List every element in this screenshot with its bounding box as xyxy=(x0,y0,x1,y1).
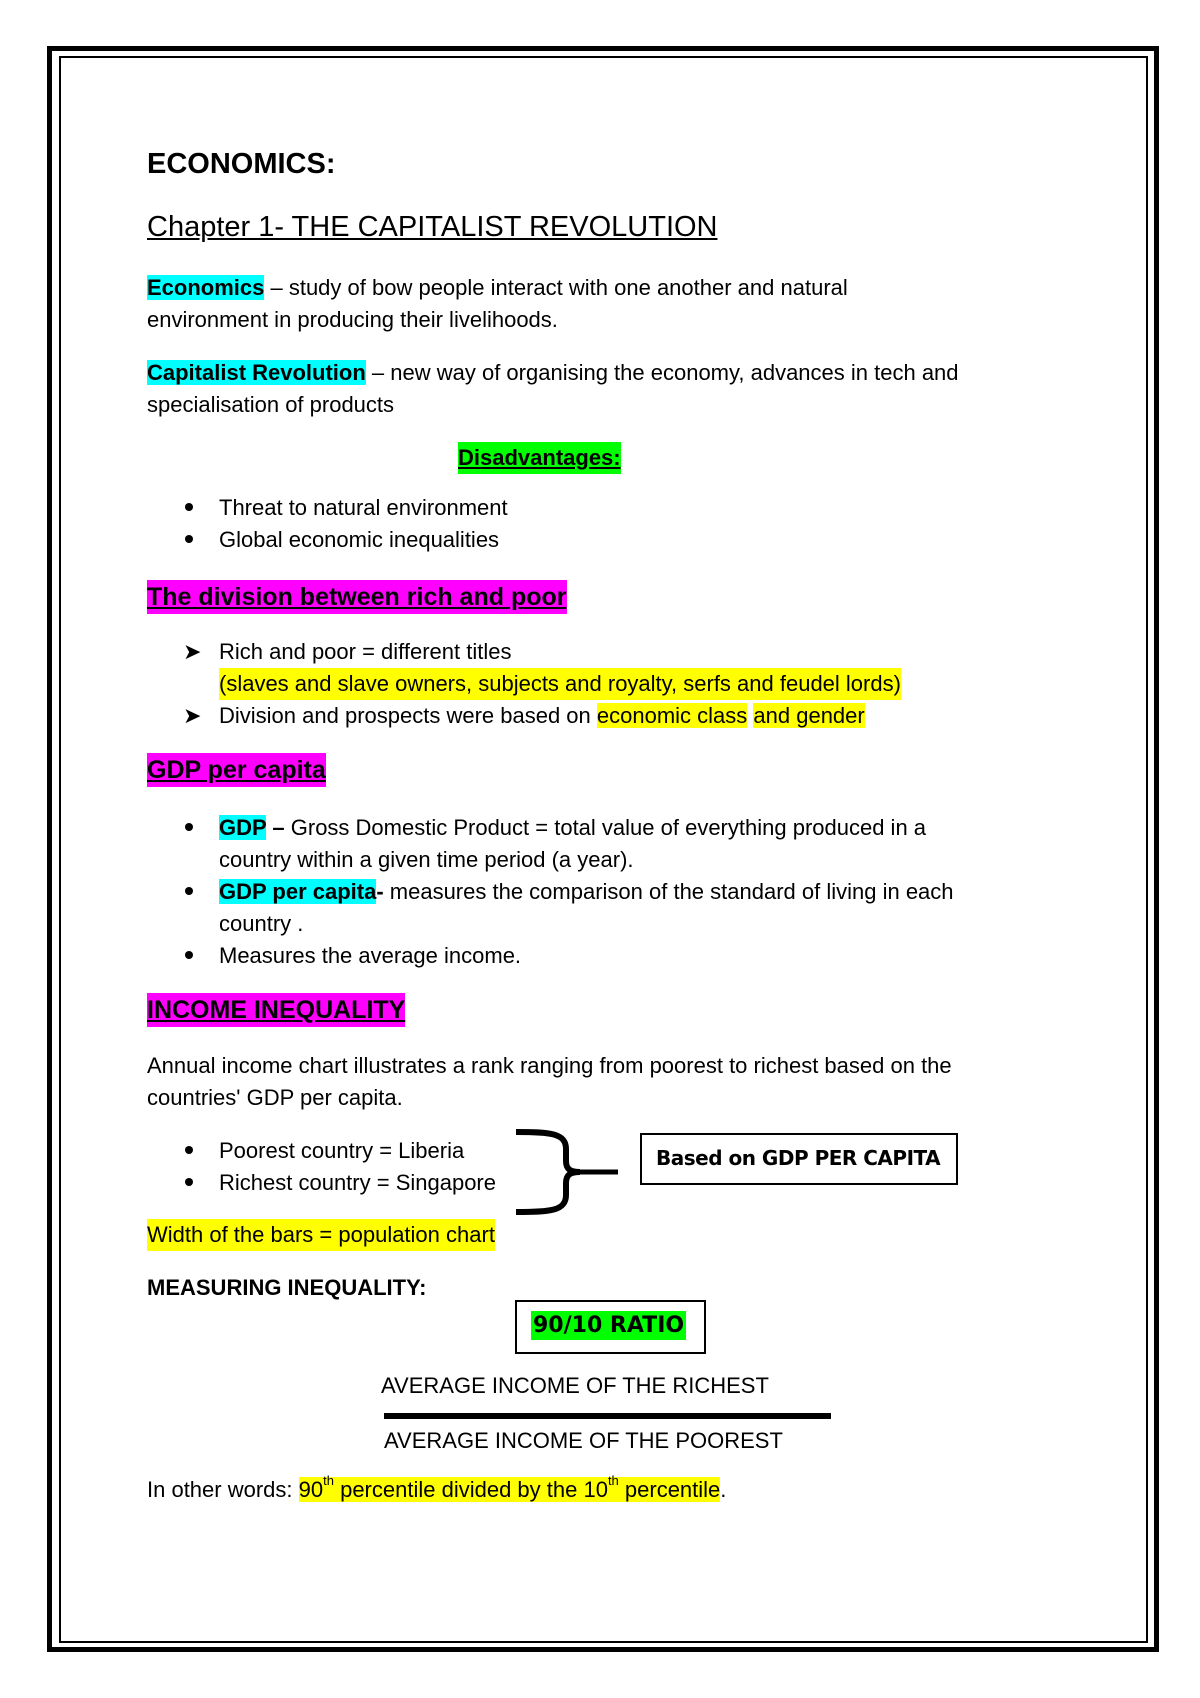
gdp-item-2-line2: country . xyxy=(219,911,304,936)
highlight-economic-class: economic class xyxy=(596,703,748,728)
disadvantage-item: Global economic inequalities xyxy=(219,527,500,552)
gdp-term: GDP xyxy=(219,815,267,840)
document-title: ECONOMICS: xyxy=(147,148,336,180)
fraction-denominator: AVERAGE INCOME OF THE POOREST xyxy=(384,1428,783,1453)
percentile-end: percentile xyxy=(618,1477,721,1502)
gdp-per-capita-term: GDP per capita xyxy=(219,879,377,904)
arrow-bullet-icon: ➤ xyxy=(183,703,202,728)
economics-definition xyxy=(147,272,848,304)
ratio-label: 90/10 RATIO xyxy=(533,1313,685,1338)
curly-brace-icon xyxy=(510,1127,620,1217)
gdp-dash: – xyxy=(266,815,285,840)
economics-def-line2: environment in producing their livelihoods. xyxy=(147,307,558,332)
gdp-item-1-line1: Gross Domestic Product = total value of everything produced in a xyxy=(284,815,927,840)
capitalist-term: Capitalist Revolution xyxy=(147,360,366,385)
gdp-per-capita-dash: - xyxy=(376,879,384,904)
division-heading: The division between rich and poor xyxy=(147,580,567,614)
width-note: Width of the bars = population chart xyxy=(147,1219,495,1251)
measuring-heading: MEASURING INEQUALITY: xyxy=(147,1275,427,1300)
chapter-heading: Chapter 1- THE CAPITALIST REVOLUTION xyxy=(147,211,718,243)
division-item-1: Rich and poor = different titles xyxy=(219,639,512,664)
inequality-para-line2: countries' GDP per capita. xyxy=(147,1085,403,1110)
other-words-line xyxy=(147,1474,726,1506)
fraction-numerator: AVERAGE INCOME OF THE RICHEST xyxy=(381,1373,769,1398)
economics-term: Economics xyxy=(147,275,265,300)
bullet-icon xyxy=(185,1178,193,1186)
other-words-prefix: In other words: xyxy=(147,1477,299,1502)
capitalist-def-line1: – new way of organising the economy, advances in tech and xyxy=(365,360,959,385)
gdp-item-3: Measures the average income. xyxy=(219,943,522,968)
bullet-icon xyxy=(185,887,193,895)
gdp-item-2 xyxy=(219,876,954,908)
inequality-para-line1: Annual income chart illustrates a rank ranging from poorest to richest based on the xyxy=(147,1053,952,1078)
capitalist-definition xyxy=(147,357,959,389)
division-item-2-text: Division and prospects were based on xyxy=(219,703,597,728)
disadvantage-item: Threat to natural environment xyxy=(219,495,508,520)
highlight-gender: and gender xyxy=(753,703,865,728)
bullet-icon xyxy=(185,951,193,959)
bullet-icon xyxy=(185,1146,193,1154)
percentile-middle: percentile divided by the 10 xyxy=(333,1477,608,1502)
other-words-period: . xyxy=(720,1477,727,1502)
bullet-icon xyxy=(185,823,193,831)
ratio-box xyxy=(515,1300,706,1354)
bullet-icon xyxy=(185,535,193,543)
percentile-highlight xyxy=(298,1473,721,1502)
bullet-icon xyxy=(185,503,193,511)
arrow-bullet-icon: ➤ xyxy=(183,639,202,664)
fraction-bar xyxy=(384,1413,831,1419)
inequality-heading: INCOME INEQUALITY xyxy=(147,993,405,1027)
superscript-th: th xyxy=(323,1473,334,1488)
richest-country-item: Richest country = Singapore xyxy=(219,1170,496,1195)
division-item-1-sub: (slaves and slave owners, subjects and royalty, serfs and feudel lords) xyxy=(219,668,901,700)
economics-def-line1: – study of bow people interact with one another and natural xyxy=(264,275,848,300)
gdp-item-2-line1: measures the comparison of the standard of living in each xyxy=(383,879,954,904)
gdp-item-1-line2: country within a given time period (a year). xyxy=(219,847,634,872)
disadvantages-heading: Disadvantages: xyxy=(458,442,621,474)
based-on-gdp-label: Based on GDP PER CAPITA xyxy=(656,1146,941,1170)
division-item-2 xyxy=(219,700,865,732)
gdp-heading: GDP per capita xyxy=(147,753,326,787)
gdp-item-1 xyxy=(219,812,926,844)
superscript-th: th xyxy=(607,1473,619,1488)
based-on-gdp-box xyxy=(640,1133,958,1185)
capitalist-def-line2: specialisation of products xyxy=(147,392,395,417)
percentile-90: 90 xyxy=(298,1477,324,1502)
poorest-country-item: Poorest country = Liberia xyxy=(219,1138,465,1163)
